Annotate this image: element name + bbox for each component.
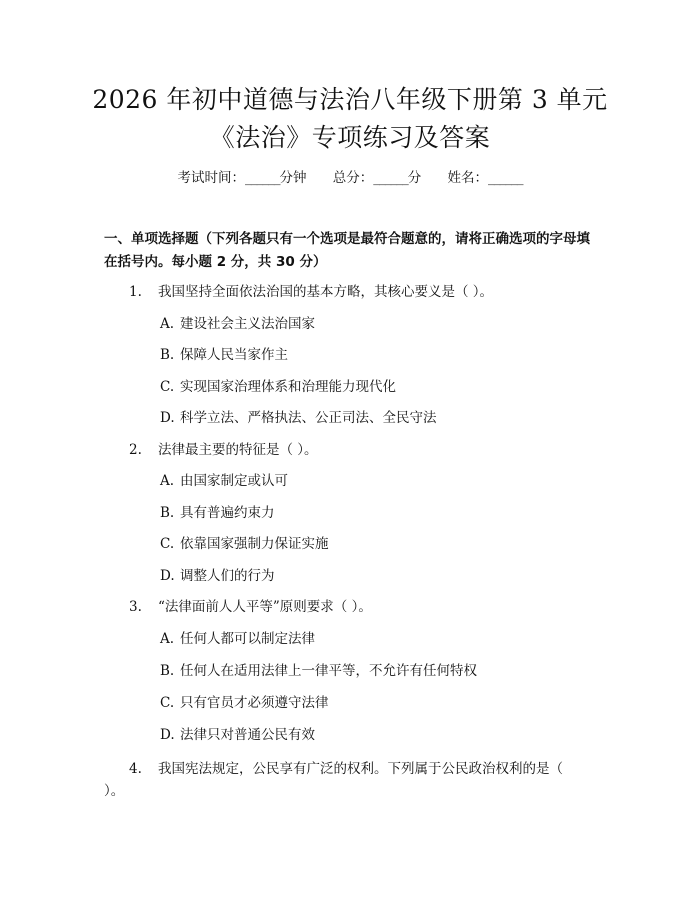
option-text: 只有官员才必须遵守法律 [180, 695, 329, 711]
section-heading: 一、单项选择题（下列各题只有一个选项是最符合题意的，请将正确选项的字母填在括号内。每小题 2 分，共 30 分） [104, 231, 590, 270]
option-letter: B. [160, 505, 175, 521]
question-text: 我国坚持全面依法治国的基本方略，其核心要义是（ ）。 [158, 284, 494, 300]
option-text: 任何人在适用法律上一律平等，不允许有任何特权 [180, 663, 477, 679]
option-letter: C. [160, 695, 175, 711]
question-text: 法律最主要的特征是（ ）。 [158, 442, 318, 458]
option-text: 建设社会主义法治国家 [180, 316, 315, 332]
page-title-line-2: 《法治》专项练习及答案 [209, 123, 491, 152]
option-letter: C. [160, 536, 175, 552]
option-letter: A. [160, 473, 175, 489]
question-4 [104, 758, 584, 802]
option-letter: D. [160, 410, 175, 426]
option-text: 调整人们的行为 [180, 568, 275, 584]
exam-time-label: 考试时间： [177, 170, 245, 186]
option-text: 保障人民当家作主 [180, 347, 288, 363]
question-text: “法律面前人人平等”原则要求（ ）。 [158, 599, 372, 615]
option-3c[interactable] [160, 693, 329, 713]
option-2c[interactable] [160, 534, 329, 554]
option-2d[interactable] [160, 566, 275, 586]
option-letter: D. [160, 568, 175, 584]
exam-meta [0, 168, 700, 188]
option-letter: A. [160, 631, 175, 647]
option-letter: C. [160, 379, 175, 395]
option-3a[interactable] [160, 629, 315, 649]
option-text: 实现国家治理体系和治理能力现代化 [180, 379, 396, 395]
question-1 [129, 282, 493, 302]
total-score-unit: 分 [407, 170, 422, 186]
option-letter: B. [160, 347, 175, 363]
option-3b[interactable] [160, 661, 477, 681]
option-2b[interactable] [160, 503, 275, 523]
exam-time-unit: 分钟 [279, 170, 307, 186]
student-name-label: 姓名： [447, 170, 489, 186]
option-2a[interactable] [160, 471, 288, 491]
question-number: 1. [129, 284, 142, 300]
question-number: 2. [129, 442, 142, 458]
total-score-blank[interactable]: ______ [373, 170, 408, 186]
exam-time-blank[interactable]: ______ [244, 170, 280, 186]
option-3d[interactable] [160, 725, 315, 745]
exam-time [177, 170, 306, 186]
question-number: 4. [129, 761, 142, 777]
question-3 [129, 597, 372, 617]
total-score [333, 170, 422, 186]
question-number: 3. [129, 599, 142, 615]
option-1d[interactable] [160, 408, 437, 428]
option-letter: D. [160, 727, 175, 743]
total-score-label: 总分： [332, 170, 374, 186]
question-2 [129, 440, 318, 460]
option-text: 任何人都可以制定法律 [180, 631, 315, 647]
option-letter: B. [160, 663, 175, 679]
option-text: 科学立法、严格执法、公正司法、全民守法 [180, 410, 437, 426]
question-text: 我国宪法规定，公民享有广泛的权利。下列属于公民政治权利的是（ ）。 [104, 761, 563, 799]
option-text: 由国家制定或认可 [180, 473, 288, 489]
student-name [448, 170, 523, 186]
student-name-blank[interactable]: ______ [488, 170, 523, 186]
option-1a[interactable] [160, 314, 315, 334]
option-text: 依靠国家强制力保证实施 [180, 536, 329, 552]
option-1b[interactable] [160, 345, 288, 365]
option-1c[interactable] [160, 377, 396, 397]
option-letter: A. [160, 316, 175, 332]
option-text: 法律只对普通公民有效 [180, 727, 315, 743]
option-text: 具有普遍约束力 [180, 505, 275, 521]
page-title-line-1: 2026 年初中道德与法治八年级下册第 3 单元 [92, 85, 608, 114]
